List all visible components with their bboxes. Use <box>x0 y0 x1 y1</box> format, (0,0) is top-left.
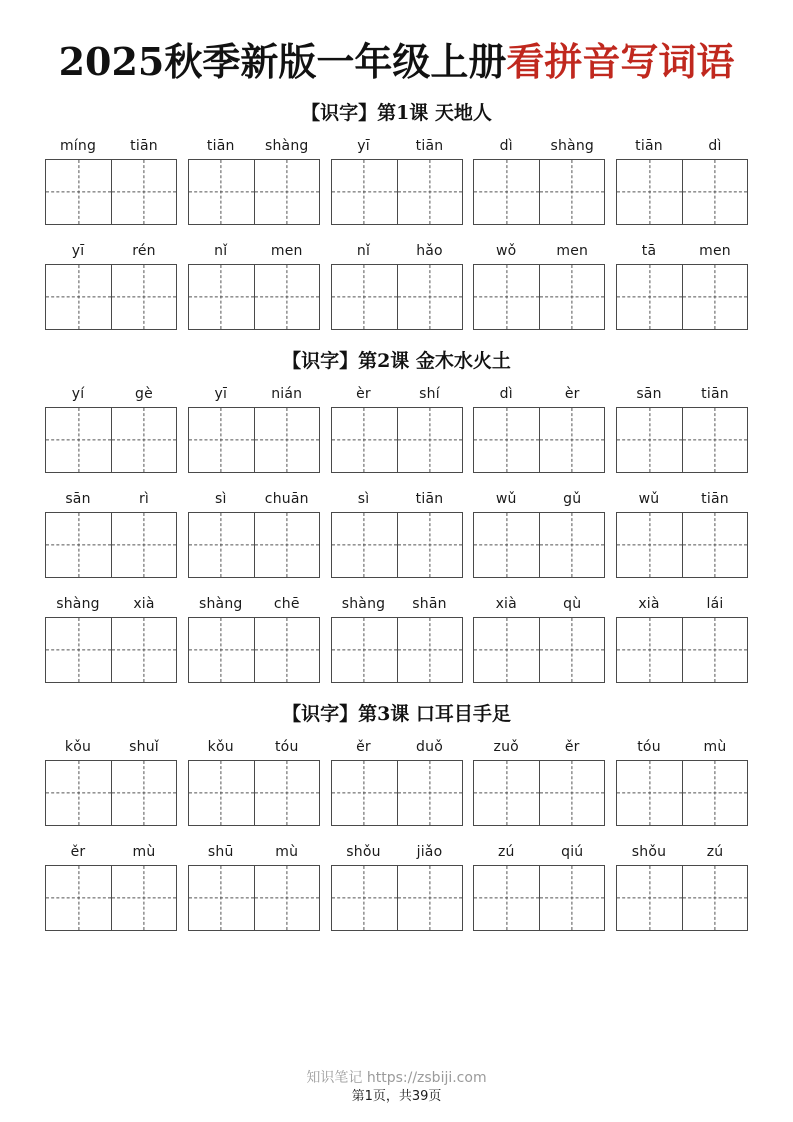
writing-grid[interactable] <box>616 760 748 826</box>
writing-grid[interactable] <box>331 617 463 683</box>
writing-cell[interactable] <box>111 160 176 224</box>
pinyin-syllable: ěr <box>356 739 371 755</box>
writing-grid[interactable] <box>45 159 177 225</box>
pinyin-syllable: gǔ <box>563 491 582 507</box>
pinyin-syllable: shàng <box>198 596 243 612</box>
writing-cell[interactable] <box>332 160 397 224</box>
section-heading-3: 【识字】第3课 口耳目手足 <box>282 703 511 725</box>
writing-cell[interactable] <box>539 160 604 224</box>
writing-grid[interactable] <box>473 760 605 826</box>
writing-cell[interactable] <box>254 618 319 682</box>
word-unit <box>616 739 748 826</box>
writing-cell[interactable] <box>617 866 682 930</box>
writing-cell[interactable] <box>474 408 539 472</box>
writing-cell[interactable] <box>254 265 319 329</box>
writing-grid[interactable] <box>45 407 177 473</box>
pinyin-syllable: shàng <box>56 596 100 612</box>
pinyin-syllable: men <box>270 243 303 259</box>
pinyin-pair <box>188 138 320 155</box>
pinyin-pair <box>616 243 748 260</box>
pinyin-syllable: yī <box>71 243 85 259</box>
writing-cell[interactable] <box>397 761 462 825</box>
writing-grid[interactable] <box>45 617 177 683</box>
pinyin-syllable: èr <box>356 386 371 402</box>
word-unit <box>473 138 605 225</box>
writing-cell[interactable] <box>617 408 682 472</box>
pinyin-pair <box>473 386 605 403</box>
writing-cell[interactable] <box>397 265 462 329</box>
writing-cell[interactable] <box>617 160 682 224</box>
pinyin-syllable: yí <box>71 386 85 402</box>
pinyin-syllable: ěr <box>564 739 580 755</box>
word-unit <box>473 844 605 931</box>
pinyin-pair <box>331 138 463 155</box>
pinyin-pair <box>45 243 177 260</box>
pinyin-pair <box>45 138 177 155</box>
word-unit <box>188 596 320 683</box>
word-unit <box>473 491 605 578</box>
writing-cell[interactable] <box>617 618 682 682</box>
writing-cell[interactable] <box>46 618 111 682</box>
pinyin-syllable: men <box>556 243 589 259</box>
writing-cell[interactable] <box>682 618 747 682</box>
writing-cell[interactable] <box>46 408 111 472</box>
pinyin-syllable: shǒu <box>346 844 381 860</box>
writing-cell[interactable] <box>682 513 747 577</box>
pinyin-syllable: sì <box>214 491 227 507</box>
pinyin-syllable: tiān <box>206 138 235 154</box>
pinyin-pair <box>473 243 605 260</box>
pinyin-pair <box>473 138 605 155</box>
pinyin-syllable: gè <box>135 386 153 402</box>
word-unit <box>188 844 320 931</box>
pinyin-pair <box>45 386 177 403</box>
writing-cell[interactable] <box>682 761 747 825</box>
pinyin-syllable: dì <box>499 386 513 402</box>
writing-cell[interactable] <box>397 866 462 930</box>
writing-grid[interactable] <box>188 865 320 931</box>
writing-cell[interactable] <box>539 408 604 472</box>
pinyin-pair <box>45 739 177 756</box>
writing-cell[interactable] <box>397 618 462 682</box>
writing-cell[interactable] <box>539 513 604 577</box>
writing-grid[interactable] <box>331 264 463 330</box>
pinyin-syllable: kǒu <box>207 739 234 755</box>
pinyin-syllable: lái <box>706 596 724 612</box>
word-unit <box>616 386 748 473</box>
writing-grid[interactable] <box>188 264 320 330</box>
pinyin-syllable: wǔ <box>495 491 517 507</box>
word-unit <box>331 491 463 578</box>
writing-cell[interactable] <box>474 265 539 329</box>
pinyin-syllable: qiú <box>561 844 584 860</box>
writing-grid[interactable] <box>331 865 463 931</box>
page-number-text: 第1页，共39页 <box>351 1089 442 1104</box>
word-unit <box>331 739 463 826</box>
writing-cell[interactable] <box>189 618 254 682</box>
word-unit <box>45 243 177 330</box>
page-title-black-part: 2025秋季新版一年级上册 <box>58 39 507 84</box>
writing-grid[interactable] <box>616 264 748 330</box>
writing-cell[interactable] <box>617 265 682 329</box>
writing-grid[interactable] <box>45 264 177 330</box>
pinyin-syllable: zú <box>706 844 724 860</box>
writing-grid[interactable] <box>188 159 320 225</box>
pinyin-pair <box>616 386 748 403</box>
pinyin-syllable: shū <box>207 844 234 860</box>
writing-cell[interactable] <box>254 408 319 472</box>
pinyin-pair <box>616 491 748 508</box>
writing-cell[interactable] <box>254 761 319 825</box>
pinyin-syllable: yī <box>214 386 228 402</box>
pinyin-syllable: jiǎo <box>416 844 443 860</box>
writing-cell[interactable] <box>189 513 254 577</box>
pinyin-syllable: nǐ <box>214 243 228 259</box>
word-unit <box>616 243 748 330</box>
writing-grid[interactable] <box>473 865 605 931</box>
pinyin-pair <box>331 596 463 613</box>
pinyin-pair <box>188 739 320 756</box>
writing-cell[interactable] <box>332 618 397 682</box>
pinyin-syllable: shuǐ <box>129 739 159 755</box>
writing-cell[interactable] <box>111 265 176 329</box>
word-unit <box>473 243 605 330</box>
writing-grid[interactable] <box>473 264 605 330</box>
pinyin-pair <box>331 491 463 508</box>
pinyin-pair <box>473 491 605 508</box>
pinyin-syllable: tiān <box>415 138 444 154</box>
writing-cell[interactable] <box>332 513 397 577</box>
writing-cell[interactable] <box>332 761 397 825</box>
pinyin-syllable: mù <box>703 739 727 755</box>
pinyin-pair <box>616 739 748 756</box>
pinyin-pair <box>188 596 320 613</box>
pinyin-syllable: xià <box>638 596 660 612</box>
writing-grid[interactable] <box>331 159 463 225</box>
writing-cell[interactable] <box>111 866 176 930</box>
word-unit <box>331 844 463 931</box>
writing-grid[interactable] <box>45 512 177 578</box>
writing-cell[interactable] <box>474 761 539 825</box>
pinyin-syllable: tóu <box>637 739 661 755</box>
word-unit <box>331 596 463 683</box>
writing-cell[interactable] <box>539 265 604 329</box>
word-unit <box>331 138 463 225</box>
writing-cell[interactable] <box>189 761 254 825</box>
pinyin-syllable: chē <box>273 596 300 612</box>
word-unit <box>331 386 463 473</box>
pinyin-syllable: dì <box>708 138 722 154</box>
writing-cell[interactable] <box>46 513 111 577</box>
writing-cell[interactable] <box>682 408 747 472</box>
writing-cell[interactable] <box>474 513 539 577</box>
section-heading-2: 【识字】第2课 金木水火土 <box>282 350 511 372</box>
pinyin-syllable: rén <box>132 243 156 259</box>
pinyin-pair <box>616 138 748 155</box>
pinyin-syllable: wǒ <box>496 243 517 259</box>
pinyin-pair <box>188 491 320 508</box>
writing-cell[interactable] <box>189 160 254 224</box>
pinyin-syllable: sì <box>357 491 370 507</box>
writing-cell[interactable] <box>111 408 176 472</box>
pinyin-syllable: sān <box>65 491 91 507</box>
word-unit <box>45 596 177 683</box>
pinyin-syllable: tiān <box>415 491 444 507</box>
watermark-text: 知识笔记 https://zsbiji.com <box>306 1070 487 1086</box>
pinyin-pair <box>188 243 320 260</box>
writing-grid[interactable] <box>616 865 748 931</box>
word-row <box>45 491 748 578</box>
pinyin-pair <box>188 844 320 861</box>
writing-cell[interactable] <box>46 265 111 329</box>
writing-grid[interactable] <box>473 617 605 683</box>
writing-cell[interactable] <box>111 513 176 577</box>
writing-cell[interactable] <box>397 513 462 577</box>
section-heading-1: 【识字】第1课 天地人 <box>301 102 492 124</box>
page-title-red-part: 看拼音写词语 <box>506 39 735 84</box>
writing-cell[interactable] <box>332 265 397 329</box>
pinyin-syllable: rì <box>138 491 150 507</box>
pinyin-syllable: qù <box>563 596 582 612</box>
word-unit <box>45 844 177 931</box>
writing-cell[interactable] <box>254 513 319 577</box>
pinyin-syllable: tiān <box>701 386 729 402</box>
pinyin-syllable: kǒu <box>64 739 92 755</box>
pinyin-pair <box>45 844 177 861</box>
writing-cell[interactable] <box>189 265 254 329</box>
writing-grid[interactable] <box>331 407 463 473</box>
pinyin-syllable: tiān <box>701 491 729 507</box>
pinyin-syllable: nǐ <box>356 243 371 259</box>
writing-cell[interactable] <box>539 866 604 930</box>
writing-cell[interactable] <box>617 761 682 825</box>
writing-cell[interactable] <box>46 160 111 224</box>
word-unit <box>616 491 748 578</box>
pinyin-syllable: mù <box>132 844 156 860</box>
writing-cell[interactable] <box>539 618 604 682</box>
pinyin-pair <box>331 243 463 260</box>
writing-cell[interactable] <box>474 866 539 930</box>
word-unit <box>616 138 748 225</box>
pinyin-pair <box>616 844 748 861</box>
pinyin-pair <box>473 844 605 861</box>
writing-cell[interactable] <box>682 265 747 329</box>
word-row <box>45 243 748 330</box>
pinyin-pair <box>331 739 463 756</box>
writing-cell[interactable] <box>254 160 319 224</box>
pinyin-syllable: shí <box>419 386 440 402</box>
pinyin-syllable: èr <box>564 386 580 402</box>
writing-grid[interactable] <box>331 512 463 578</box>
writing-cell[interactable] <box>682 866 747 930</box>
pinyin-pair <box>473 739 605 756</box>
writing-cell[interactable] <box>111 761 176 825</box>
pinyin-syllable: dì <box>499 138 513 154</box>
writing-grid[interactable] <box>188 760 320 826</box>
writing-grid[interactable] <box>45 865 177 931</box>
page-title <box>45 0 748 86</box>
pinyin-pair <box>45 596 177 613</box>
word-unit <box>473 739 605 826</box>
pinyin-syllable: míng <box>59 138 97 154</box>
word-unit <box>616 596 748 683</box>
word-unit <box>188 138 320 225</box>
writing-cell[interactable] <box>617 513 682 577</box>
pinyin-syllable: yī <box>357 138 370 154</box>
writing-cell[interactable] <box>189 866 254 930</box>
word-row <box>45 739 748 826</box>
pinyin-pair <box>616 596 748 613</box>
pinyin-syllable: ěr <box>70 844 86 860</box>
word-unit <box>45 138 177 225</box>
pinyin-pair <box>473 596 605 613</box>
writing-cell[interactable] <box>539 761 604 825</box>
pinyin-syllable: tóu <box>274 739 299 755</box>
writing-grid[interactable] <box>616 617 748 683</box>
word-row <box>45 386 748 473</box>
pinyin-syllable: shǒu <box>631 844 667 860</box>
pinyin-syllable: tiān <box>635 138 663 154</box>
pinyin-syllable: xià <box>133 596 155 612</box>
writing-grid[interactable] <box>616 407 748 473</box>
writing-grid[interactable] <box>473 159 605 225</box>
word-unit <box>616 844 748 931</box>
writing-cell[interactable] <box>397 160 462 224</box>
pinyin-syllable: duǒ <box>416 739 443 755</box>
pinyin-syllable: men <box>699 243 731 259</box>
word-row <box>45 596 748 683</box>
pinyin-syllable: sān <box>636 386 662 402</box>
pinyin-syllable: hǎo <box>416 243 443 259</box>
writing-grid[interactable] <box>188 407 320 473</box>
word-unit <box>45 386 177 473</box>
writing-grid[interactable] <box>45 760 177 826</box>
writing-grid[interactable] <box>473 512 605 578</box>
pinyin-syllable: shàng <box>550 138 594 154</box>
pinyin-syllable: shān <box>412 596 447 612</box>
word-unit <box>188 243 320 330</box>
word-unit <box>45 491 177 578</box>
word-unit <box>188 491 320 578</box>
pinyin-pair <box>45 491 177 508</box>
writing-cell[interactable] <box>332 866 397 930</box>
writing-grid[interactable] <box>616 512 748 578</box>
writing-cell[interactable] <box>46 866 111 930</box>
word-row <box>45 138 748 225</box>
word-row <box>45 844 748 931</box>
writing-cell[interactable] <box>332 408 397 472</box>
pinyin-syllable: shàng <box>341 596 386 612</box>
writing-cell[interactable] <box>397 408 462 472</box>
pinyin-syllable: xià <box>495 596 517 612</box>
word-unit <box>473 596 605 683</box>
word-unit <box>45 739 177 826</box>
writing-grid[interactable] <box>188 617 320 683</box>
word-unit <box>188 386 320 473</box>
pinyin-syllable: mù <box>275 844 299 860</box>
writing-cell[interactable] <box>254 866 319 930</box>
pinyin-syllable: chuān <box>264 491 309 507</box>
pinyin-syllable: zú <box>497 844 515 860</box>
writing-cell[interactable] <box>111 618 176 682</box>
writing-grid[interactable] <box>188 512 320 578</box>
pinyin-syllable: wǔ <box>638 491 660 507</box>
pinyin-syllable: shàng <box>264 138 309 154</box>
pinyin-syllable: zuǒ <box>493 739 519 755</box>
pinyin-pair <box>331 386 463 403</box>
writing-cell[interactable] <box>46 761 111 825</box>
word-unit <box>188 739 320 826</box>
pinyin-syllable: nián <box>271 386 303 402</box>
writing-cell[interactable] <box>189 408 254 472</box>
writing-cell[interactable] <box>682 160 747 224</box>
writing-grid[interactable] <box>473 407 605 473</box>
page-footer <box>0 1068 793 1106</box>
writing-grid[interactable] <box>331 760 463 826</box>
pinyin-pair <box>188 386 320 403</box>
writing-grid[interactable] <box>616 159 748 225</box>
writing-cell[interactable] <box>474 160 539 224</box>
word-unit <box>331 243 463 330</box>
writing-cell[interactable] <box>474 618 539 682</box>
pinyin-syllable: tā <box>641 243 657 259</box>
word-unit <box>473 386 605 473</box>
pinyin-syllable: tiān <box>130 138 158 154</box>
pinyin-pair <box>331 844 463 861</box>
